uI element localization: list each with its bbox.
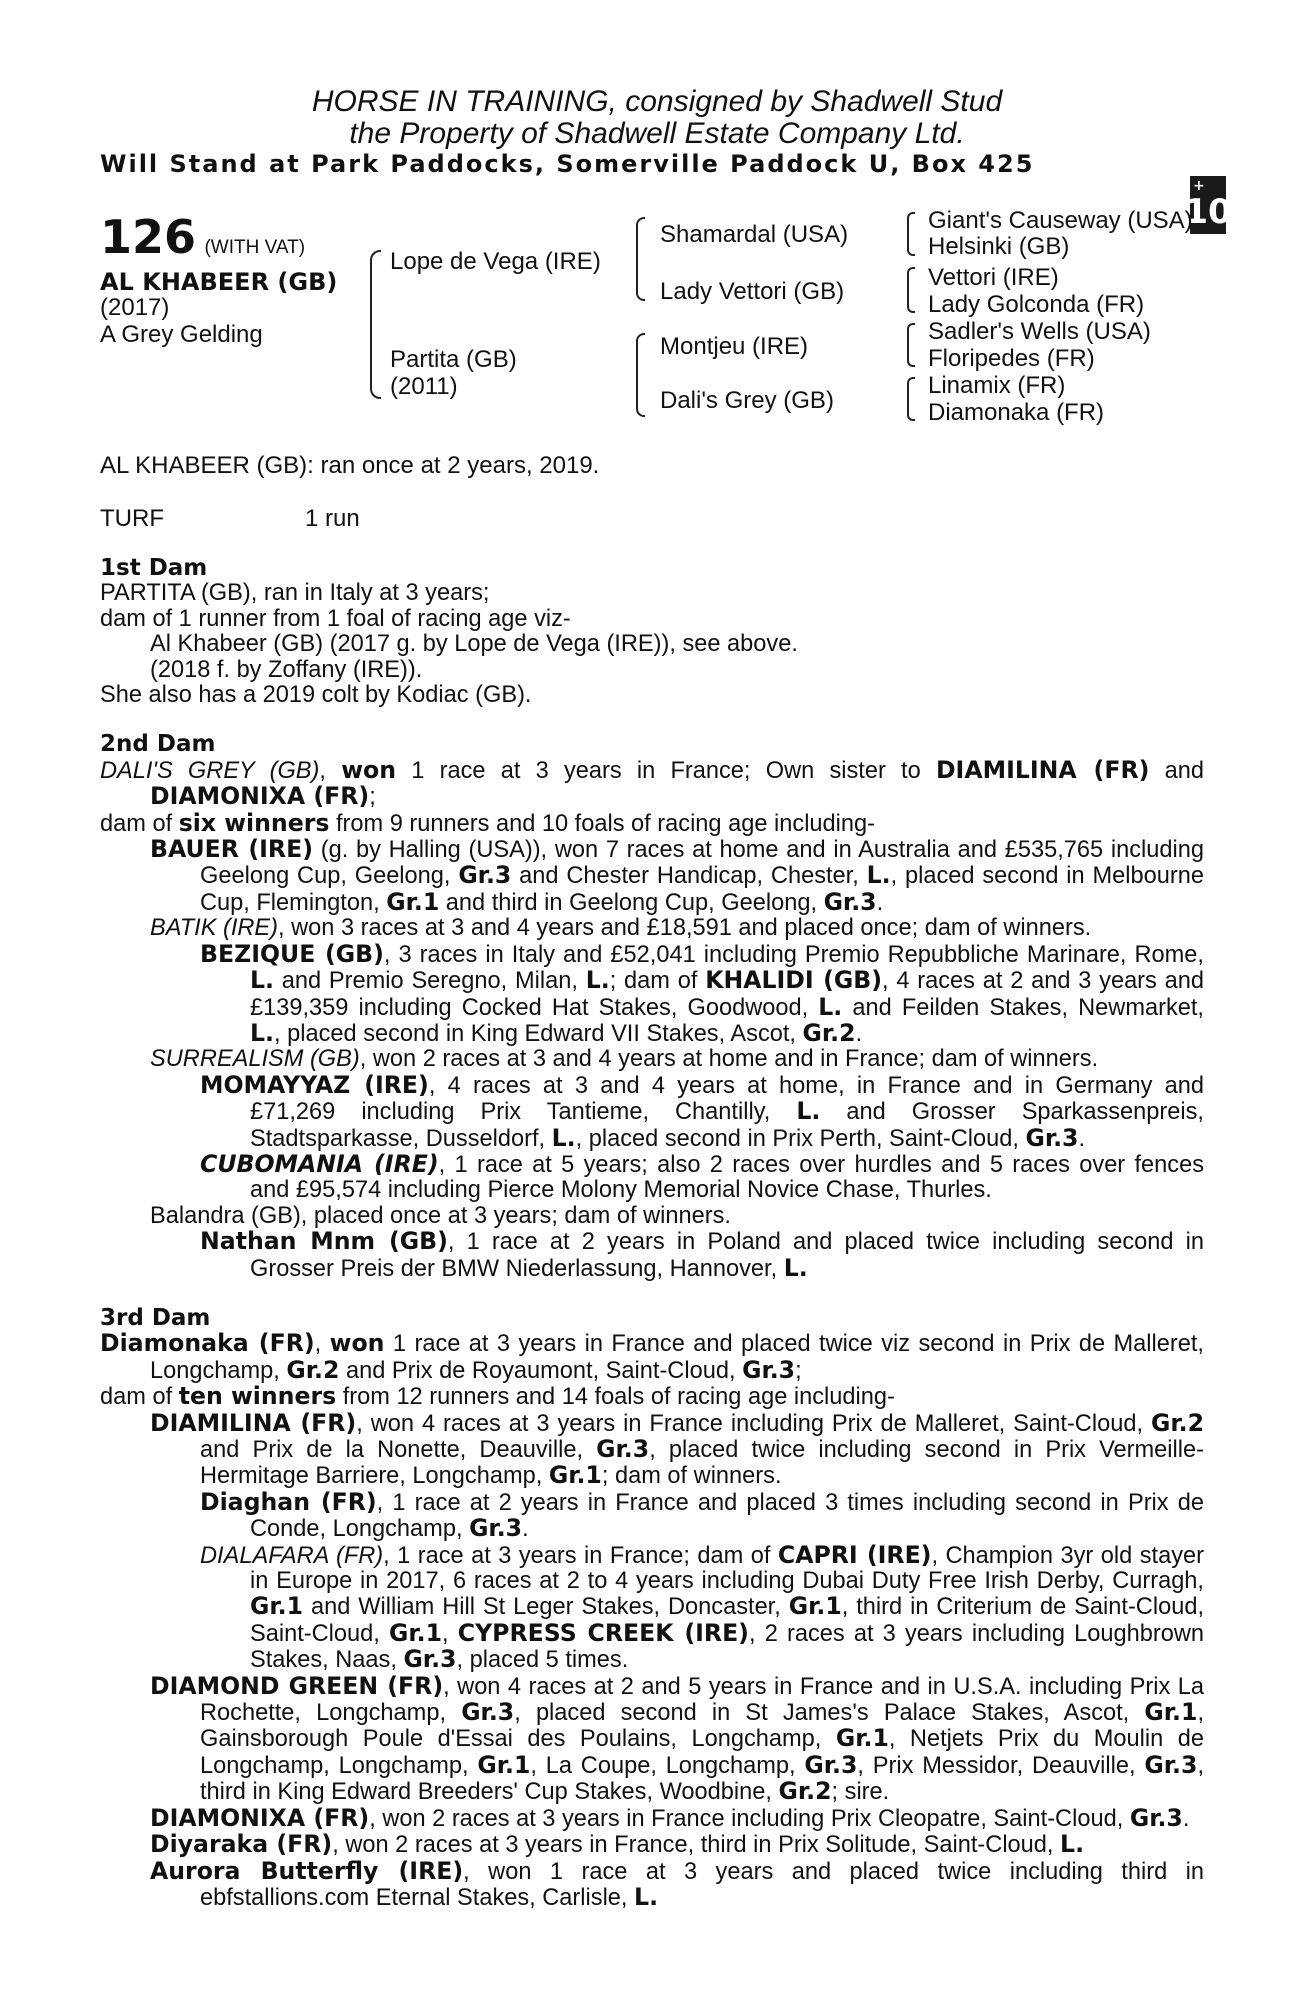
horse-description: A Grey Gelding bbox=[100, 321, 263, 348]
third-dam-summary: dam of ten winners from 12 runners and 14 foals of racing age including- bbox=[100, 1382, 895, 1411]
produce-entry: DIAMILINA (FR), won 4 races at 3 years in France including Prix de Malleret, Saint-Cloud, Gr.2 and Prix de la Nonette, Deauville, Gr.3, placed twice including second in Prix Vermeille-Hermitage Barriere, Longchamp, Gr.1; dam of winners. bbox=[150, 1408, 1205, 1490]
pedigree-sd: Lady Vettori (GB) bbox=[660, 278, 845, 305]
plus-ten-badge bbox=[1184, 176, 1232, 234]
pedigree-dss: Sadler's Wells (USA) bbox=[928, 318, 1151, 345]
pedigree-brace-ss bbox=[907, 212, 915, 256]
horse-name: AL KHABEER (GB) bbox=[100, 268, 338, 296]
produce-entry: Diaghan (FR), 1 race at 2 years in France and placed 3 times including second in Prix de Conde, Longchamp, Gr.3. bbox=[200, 1487, 1204, 1543]
runs-count: 1 run bbox=[305, 505, 360, 532]
produce-entry: CUBOMANIA (IRE), 1 race at 5 years; also 2 races over hurdles and 5 races over fences and £95,574 including Pierce Molony Memorial Novice Chase, Thurles. bbox=[200, 1149, 1204, 1204]
produce-entry: BATIK (IRE), won 3 races at 3 and 4 years and £18,591 and placed once; dam of winners. bbox=[150, 915, 1092, 942]
lot-number: 126 bbox=[100, 210, 197, 264]
third-dam-heading: 3rd Dam bbox=[100, 1304, 211, 1331]
second-dam-entry: DALI'S GREY (GB), won 1 race at 3 years in France; Own sister to DIAMILINA (FR) and DIAMONIXA (FR); bbox=[100, 755, 1205, 811]
produce-entry: Aurora Butterfly (IRE), won 1 race at 3 years and placed twice including third in ebfstallions.com Eternal Stakes, Carlisle, L. bbox=[150, 1856, 1205, 1911]
lot-number-row bbox=[100, 210, 305, 264]
race-record-summary: AL KHABEER (GB): ran once at 2 years, 2019. bbox=[100, 452, 600, 479]
produce-entry: BAUER (IRE) (g. by Halling (USA)), won 7 races at home and in Australia and £535,765 including Geelong Cup, Geelong, Gr.3 and Chester Handicap, Chester, L., placed second in Melbourne Cup, Flemington, Gr.1 and third in Geelong Cup, Geelong, Gr.3. bbox=[150, 835, 1204, 916]
third-dam-entry: Diamonaka (FR), won 1 race at 3 years in France and placed twice viz second in Prix de Malleret, Longchamp, Gr.2 and Prix de Royaumont, Saint-Cloud, Gr.3; bbox=[100, 1329, 1204, 1384]
pedigree-brace-dam bbox=[636, 333, 645, 417]
catalogue-body bbox=[100, 556, 1204, 1911]
produce-entry: Nathan Mnm (GB), 1 race at 2 years in Poland and placed twice including second in Grosser Preis der BMW Niederlassung, Hannover, L. bbox=[200, 1227, 1204, 1282]
pedigree-sss: Giant's Causeway (USA) bbox=[928, 207, 1193, 234]
header-location: Will Stand at Park Paddocks, Somerville Paddock U, Box 425 bbox=[100, 150, 1035, 178]
pedigree-dsd: Floripedes (FR) bbox=[928, 345, 1095, 372]
pedigree-ssd: Helsinki (GB) bbox=[928, 233, 1070, 260]
pedigree-sds: Vettori (IRE) bbox=[928, 264, 1059, 291]
header-consignor: HORSE IN TRAINING, consigned by Shadwell Stud bbox=[311, 85, 1003, 118]
first-dam-line: PARTITA (GB), ran in Italy at 3 years; bbox=[100, 580, 490, 607]
pedigree-brace-main bbox=[370, 250, 381, 399]
pedigree-brace-sire bbox=[636, 217, 645, 301]
pedigree-dds: Linamix (FR) bbox=[928, 372, 1066, 399]
produce-entry: DIAMOND GREEN (FR), won 4 races at 2 and 5 years in France and in U.S.A. including Prix La Rochette, Longchamp, Gr.3, placed second in St James's Palace Stakes, Ascot, Gr.1, Gainsborough Poule d'Essai des Poulains, Longchamp, Gr.1, Netjets Prix du Moulin de Longchamp, Longchamp, Gr.1, La Coupe, Longchamp, Gr.3, Prix Messidor, Deauville, Gr.3, third in King Edward Breeders' Cup Stakes, Woodbine, Gr.2; sire. bbox=[150, 1671, 1204, 1806]
first-dam-produce: (2018 f. by Zoffany (IRE)). bbox=[150, 656, 423, 683]
first-dam-produce: Al Khabeer (GB) (2017 g. by Lope de Vega (IRE)), see above. bbox=[150, 631, 798, 658]
badge-number: 10 bbox=[1184, 192, 1232, 232]
vat-note: (WITH VAT) bbox=[204, 237, 306, 258]
produce-entry: DIALAFARA (FR), 1 race at 3 years in France; dam of CAPRI (IRE), Champion 3yr old stayer in Europe in 2017, 6 races at 2 to 4 years including Dubai Duty Free Irish Derby, Curragh, Gr.1 and William Hill St Leger Stakes, Doncaster, Gr.1, third in Criterium de Saint-Cloud, Saint-Cloud, Gr.1, CYPRESS CREEK (IRE), 2 races at 3 years including Loughbrown Stakes, Naas, Gr.3, placed 5 times. bbox=[200, 1540, 1205, 1674]
pedigree-sdd: Lady Golconda (FR) bbox=[928, 291, 1145, 318]
pedigree-dam: Partita (GB) bbox=[390, 346, 517, 373]
second-dam-heading: 2nd Dam bbox=[100, 731, 216, 758]
pedigree-brace-dd bbox=[907, 377, 915, 421]
horse-year: (2017) bbox=[100, 294, 170, 321]
produce-entry: Balandra (GB), placed once at 3 years; dam of winners. bbox=[150, 1202, 731, 1229]
pedigree-ddd: Diamonaka (FR) bbox=[928, 399, 1105, 426]
first-dam-heading: 1st Dam bbox=[100, 555, 208, 581]
pedigree-dam-year: (2011) bbox=[390, 373, 458, 400]
first-dam-line: She also has a 2019 colt by Kodiac (GB). bbox=[100, 682, 532, 709]
second-dam-summary: dam of six winners from 9 runners and 10 foals of racing age including- bbox=[100, 808, 876, 837]
produce-entry: SURREALISM (GB), won 2 races at 3 and 4 years at home and in France; dam of winners. bbox=[150, 1046, 1099, 1073]
produce-entry: DIAMONIXA (FR), won 2 races at 3 years in France including Prix Cleopatre, Saint-Cloud, Gr.3. bbox=[150, 1803, 1190, 1832]
surface-label: TURF bbox=[100, 505, 164, 532]
pedigree-ss: Shamardal (USA) bbox=[660, 221, 849, 248]
produce-entry: Diyaraka (FR), won 2 races at 3 years in France, third in Prix Solitude, Saint-Cloud, L. bbox=[150, 1830, 1085, 1859]
pedigree-ds: Montjeu (IRE) bbox=[660, 333, 809, 360]
pedigree-sire: Lope de Vega (IRE) bbox=[390, 248, 601, 275]
pedigree-brace-ds bbox=[907, 323, 915, 367]
produce-entry: BEZIQUE (GB), 3 races in Italy and £52,041 including Premio Repubbliche Marinare, Rome, L. and Premio Seregno, Milan, L.; dam of KHALIDI (GB), 4 races at 2 and 3 years and £139,359 including Cocked Hat Stakes, Goodwood, L. and Feilden Stakes, Newmarket, L., placed second in King Edward VII Stakes, Ascot, Gr.2. bbox=[200, 939, 1204, 1047]
pedigree-dd: Dali's Grey (GB) bbox=[660, 387, 834, 414]
first-dam-line: dam of 1 runner from 1 foal of racing age viz- bbox=[100, 605, 571, 632]
pedigree-brace-sd bbox=[907, 267, 915, 313]
badge-plus: + bbox=[1193, 178, 1205, 194]
header-property: the Property of Shadwell Estate Company Ltd. bbox=[349, 117, 965, 150]
produce-entry: MOMAYYAZ (IRE), 4 races at 3 and 4 years at home, in France and in Germany and £71,269 including Prix Tantieme, Chantilly, L. and Grosser Sparkassenpreis, Stadtsparkasse, Dusseldorf, L., placed second in Prix Perth, Saint-Cloud, Gr.3. bbox=[200, 1070, 1204, 1152]
